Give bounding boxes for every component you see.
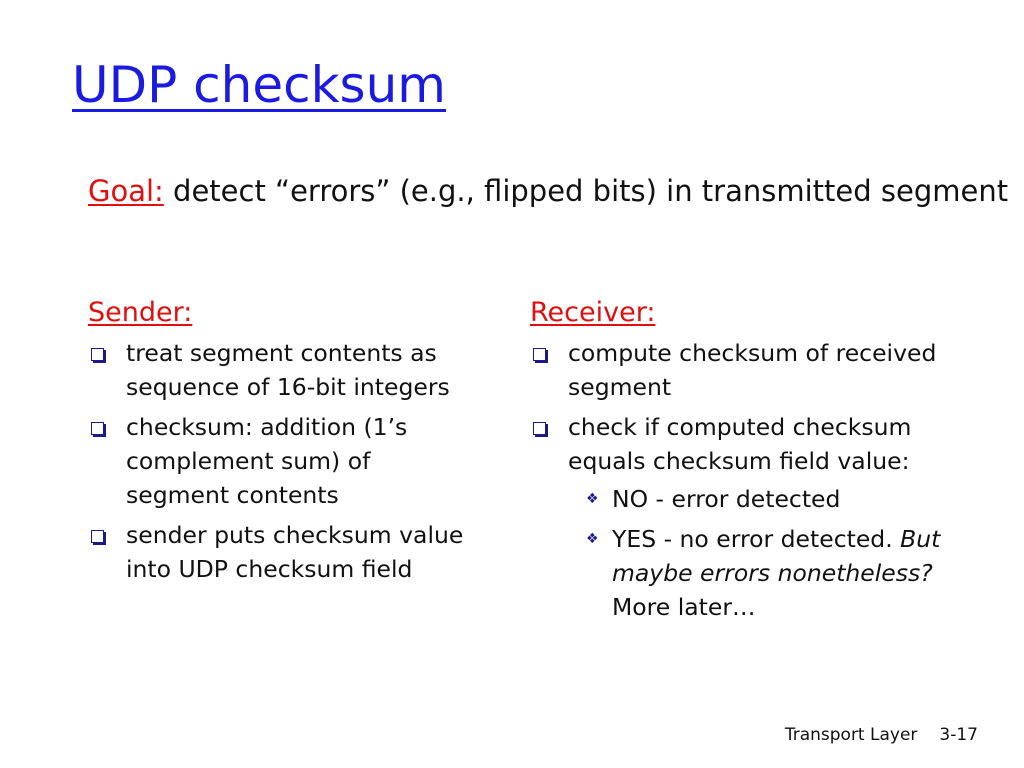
- sub-item-text: NO - error detected: [612, 485, 841, 513]
- sub-item-italic-text: But maybe errors nonetheless?: [612, 525, 941, 587]
- diamond-bullet-icon: ❖: [586, 491, 599, 507]
- sub-item-tail-text: More later…: [612, 593, 756, 621]
- sender-bullet-list: [88, 336, 478, 586]
- sender-column: [88, 294, 478, 592]
- receiver-bullet-list: [530, 336, 980, 624]
- sender-item-text: checksum: addition (1’s complement sum) of segment contents: [126, 413, 408, 509]
- sub-item-text: YES - no error detected.: [612, 525, 893, 553]
- sub-list-item: [568, 522, 980, 624]
- list-item: [530, 336, 980, 404]
- receiver-sub-bullet-list: [568, 482, 980, 624]
- sender-heading: Sender:: [88, 297, 193, 328]
- footer-section-label: Transport Layer: [784, 725, 918, 745]
- square-bullet-icon: [91, 530, 104, 543]
- square-bullet-icon: [91, 422, 104, 435]
- page-number: 3-17: [939, 725, 978, 745]
- list-item: [530, 410, 980, 624]
- receiver-item-text: check if computed checksum equals checksum field value:: [568, 413, 912, 475]
- list-item: [88, 410, 478, 512]
- goal-label: Goal:: [88, 174, 164, 208]
- sub-list-item: [568, 482, 980, 516]
- slide-footer: [785, 724, 978, 746]
- sender-item-text: sender puts checksum value into UDP checksum field: [126, 521, 464, 583]
- sender-item-text: treat segment contents as sequence of 16-bit integers: [126, 339, 450, 401]
- square-bullet-icon: [533, 422, 546, 435]
- list-item: [88, 518, 478, 586]
- receiver-item-text: compute checksum of received segment: [568, 339, 937, 401]
- goal-text: detect “errors” (e.g., flipped bits) in transmitted segment: [163, 174, 1009, 208]
- goal-statement: [88, 170, 1016, 212]
- list-item: [88, 336, 478, 404]
- square-bullet-icon: [533, 348, 546, 361]
- receiver-heading: Receiver:: [530, 297, 656, 328]
- square-bullet-icon: [91, 348, 104, 361]
- slide-title: UDP checksum: [72, 56, 446, 114]
- receiver-column: [530, 294, 980, 630]
- diamond-bullet-icon: ❖: [586, 531, 599, 547]
